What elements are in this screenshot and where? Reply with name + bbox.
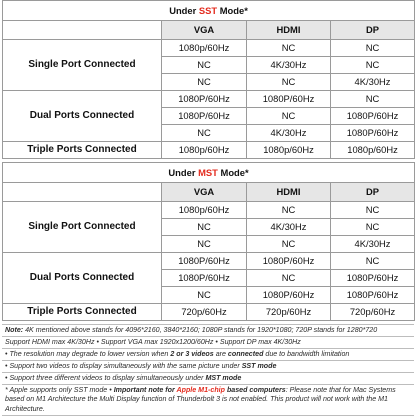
sst-cell: 1080p/60Hz bbox=[247, 142, 331, 159]
mst-group-label: Triple Ports Connected bbox=[3, 304, 162, 321]
mst-row bbox=[3, 202, 415, 219]
sst-cell: 4K/30Hz bbox=[247, 57, 331, 74]
sst-row bbox=[3, 142, 415, 159]
sst-group-label: Triple Ports Connected bbox=[3, 142, 162, 159]
mst-group-label: Dual Ports Connected bbox=[3, 253, 162, 304]
note-line bbox=[2, 373, 414, 385]
sst-cell: 1080p/60Hz bbox=[331, 142, 415, 159]
sst-cell: NC bbox=[162, 74, 247, 91]
note-text: SST mode bbox=[241, 362, 277, 371]
sst-cell: 4K/30Hz bbox=[247, 125, 331, 142]
mst-cell: NC bbox=[162, 287, 247, 304]
sst-title: Under SST Mode* bbox=[3, 1, 415, 21]
note-line bbox=[2, 385, 414, 415]
mst-row bbox=[3, 253, 415, 270]
sst-cell: 1080P/60Hz bbox=[247, 91, 331, 108]
mst-table bbox=[2, 162, 415, 321]
sst-group-label: Dual Ports Connected bbox=[3, 91, 162, 142]
sst-cell: NC bbox=[162, 57, 247, 74]
mst-cell: 720p/60Hz bbox=[331, 304, 415, 321]
note-text: based computers bbox=[224, 386, 286, 395]
sst-row bbox=[3, 91, 415, 108]
sst-cell: NC bbox=[247, 74, 331, 91]
note-text: 2 or 3 videos bbox=[170, 350, 214, 359]
note-line bbox=[2, 349, 414, 361]
mst-cell: 4K/30Hz bbox=[247, 219, 331, 236]
mst-header-vga: VGA bbox=[162, 183, 247, 202]
sst-cell: 1080p/60Hz bbox=[162, 40, 247, 57]
mst-row bbox=[3, 304, 415, 321]
mst-title: Under MST Mode* bbox=[3, 163, 415, 183]
sst-cell: NC bbox=[331, 40, 415, 57]
sst-header-dp: DP bbox=[331, 21, 415, 40]
note-text: 4K mentioned above stands for 4096*2160, 3840*2160; 1080P stands for 1920*1080; 720P stands for 1280*720 bbox=[25, 326, 378, 334]
note-text: * Apple supports only SST mode • bbox=[5, 386, 114, 395]
mst-cell: 1080P/60Hz bbox=[247, 287, 331, 304]
sst-cell: NC bbox=[247, 40, 331, 57]
note-text: • Support two videos to display simultaneously with the same picture under bbox=[5, 362, 242, 371]
note-line bbox=[2, 337, 414, 349]
mst-header-dp: DP bbox=[331, 183, 415, 202]
mst-cell: 1080P/60Hz bbox=[162, 253, 247, 270]
sst-cell: 1080P/60Hz bbox=[331, 125, 415, 142]
note-text: are bbox=[213, 350, 228, 359]
note-text: Note: bbox=[5, 326, 26, 334]
sst-cell: 1080p/60Hz bbox=[162, 142, 247, 159]
mst-group-label: Single Port Connected bbox=[3, 202, 162, 253]
note-line bbox=[2, 361, 414, 373]
mst-cell: NC bbox=[162, 219, 247, 236]
sst-row bbox=[3, 40, 415, 57]
sst-cell: NC bbox=[331, 91, 415, 108]
mst-cell: NC bbox=[331, 219, 415, 236]
mst-cell: NC bbox=[331, 202, 415, 219]
mst-cell: 720p/60Hz bbox=[162, 304, 247, 321]
notes-section bbox=[2, 324, 414, 416]
note-text: : Please note that for Mac Systems based on M1 Architecture the Multi Display function of Thunderbolt 3 is not enabled. This product will not work with the M1 Architecture. bbox=[5, 386, 396, 413]
mst-cell: NC bbox=[162, 236, 247, 253]
sst-corner-cell bbox=[3, 21, 162, 40]
mst-cell: 1080P/60Hz bbox=[247, 253, 331, 270]
mst-cell: 1080p/60Hz bbox=[162, 202, 247, 219]
note-text: Support HDMI max 4K/30Hz • Support VGA max 1920x1200/60Hz • Support DP max 4K/30Hz bbox=[5, 338, 301, 347]
mst-corner-cell bbox=[3, 183, 162, 202]
mst-cell: 1080P/60Hz bbox=[331, 287, 415, 304]
sst-header-vga: VGA bbox=[162, 21, 247, 40]
note-line bbox=[2, 324, 414, 337]
note-text: MST mode bbox=[205, 374, 242, 383]
sst-cell: 1080P/60Hz bbox=[162, 108, 247, 125]
sst-table bbox=[2, 0, 415, 159]
note-text: Important note for bbox=[113, 386, 177, 395]
note-text: Apple M1-chip bbox=[176, 386, 225, 395]
mst-cell: 1080P/60Hz bbox=[331, 270, 415, 287]
mst-cell: 720p/60Hz bbox=[247, 304, 331, 321]
sst-header-hdmi: HDMI bbox=[247, 21, 331, 40]
note-text: due to bandwidth limitation bbox=[263, 350, 350, 359]
sst-cell: NC bbox=[162, 125, 247, 142]
note-text: connected bbox=[227, 350, 264, 359]
sst-cell: 1080P/60Hz bbox=[162, 91, 247, 108]
mst-header-hdmi: HDMI bbox=[247, 183, 331, 202]
mst-cell: 1080P/60Hz bbox=[162, 270, 247, 287]
sst-cell: 1080P/60Hz bbox=[331, 108, 415, 125]
mst-mode-label: MST bbox=[198, 166, 218, 178]
note-text: • Support three different videos to display simultaneously under bbox=[5, 374, 206, 383]
sst-cell: NC bbox=[331, 57, 415, 74]
mst-cell: NC bbox=[247, 236, 331, 253]
mst-cell: NC bbox=[331, 253, 415, 270]
note-text: • The resolution may degrade to lower version when bbox=[5, 350, 171, 359]
mst-cell: 4K/30Hz bbox=[331, 236, 415, 253]
sst-cell: 4K/30Hz bbox=[331, 74, 415, 91]
sst-cell: NC bbox=[247, 108, 331, 125]
sst-mode-label: SST bbox=[198, 4, 218, 16]
mst-cell: NC bbox=[247, 270, 331, 287]
page bbox=[2, 0, 414, 416]
mst-cell: NC bbox=[247, 202, 331, 219]
sst-group-label: Single Port Connected bbox=[3, 40, 162, 91]
